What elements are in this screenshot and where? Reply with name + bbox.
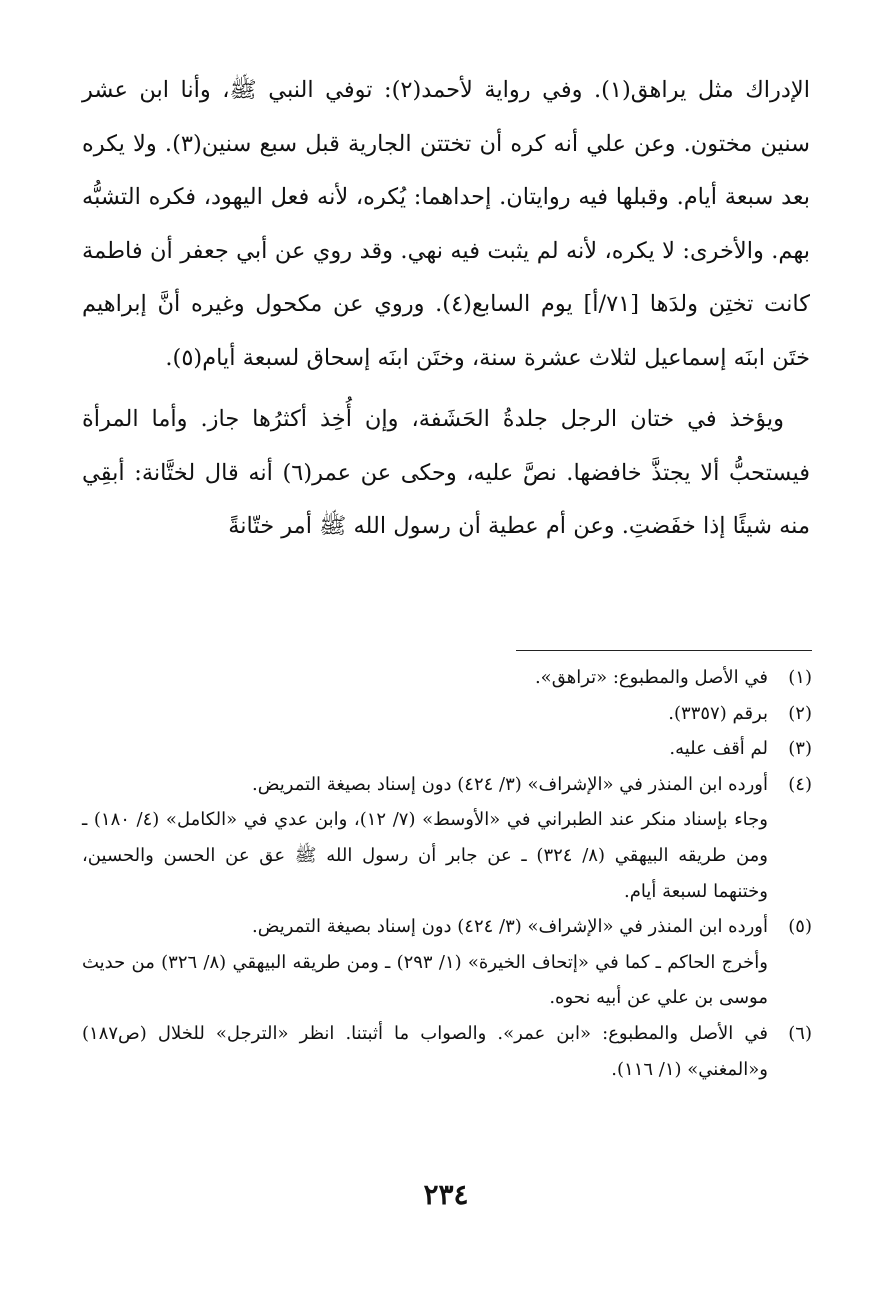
footnote-5: [82, 909, 812, 945]
footnote-number: (٣): [788, 738, 812, 760]
footnote-4: [82, 767, 812, 803]
paragraph-2: ويؤخذ في ختان الرجل جلدةُ الحَشَفة، وإن أُخِذ أكثرُها جاز. وأما المرأة فيستحبُّ ألا يجتذَّ خافضها. نصَّ عليه، وحكى عن عمر(٦) أنه قال لختَّانة: أبقِي منه شيئًا إذا خفَضتِ. وعن أم عطية أن رسول الله ﷺ أمر ختّانةً: [82, 406, 810, 539]
footnote-text: في الأصل والمطبوع: «ابن عمر». والصواب ما أثبتنا. انظر «الترجل» للخلال (ص١٨٧) و«المغني» (١/ ١١٦).: [82, 1022, 768, 1080]
footnote-6: [82, 1016, 812, 1087]
footnote-number: (٤): [788, 773, 812, 795]
footnote-1: [82, 660, 812, 696]
footnote-3: [82, 731, 812, 767]
main-text: [82, 64, 810, 554]
footnote-separator: [516, 650, 812, 651]
footnote-2: [82, 696, 812, 732]
footnote-text: أورده ابن المنذر في «الإشراف» (٣/ ٤٢٤) دون إسناد بصيغة التمريض.: [252, 916, 768, 938]
footnote-4-continuation: وجاء بإسناد منكر عند الطبراني في «الأوسط» (٧/ ١٢)، وابن عدي في «الكامل» (٤/ ١٨٠) ـ ومن طريقه البيهقي (٨/ ٣٢٤) ـ عن جابر أن رسول الله ﷺ عق عن الحسن والحسين، وختنهما لسبعة أيام.: [82, 809, 768, 902]
footnote-number: (٢): [788, 702, 812, 724]
footnote-text: في الأصل والمطبوع: «تراهق».: [534, 667, 768, 688]
footnote-text: أورده ابن المنذر في «الإشراف» (٣/ ٤٢٤) دون إسناد بصيغة التمريض.: [252, 773, 768, 795]
footnote-number: (٦): [788, 1022, 812, 1044]
footnote-text: برقم (٣٣٥٧).: [668, 702, 768, 724]
footnote-number: (٥): [788, 916, 812, 938]
paragraph-1: الإدراك مثل يراهق(١). وفي رواية لأحمد(٢): توفي النبي ﷺ، وأنا ابن عشر سنين مختون. وعن علي أنه كره أن تختتن الجارية قبل سبع سنين(٣). ولا يكره بعد سبعة أيام. وقبلها فيه روايتان. إحداهما: يُكره، لأنه فعل اليهود، فكره التشبُّه بهم. والأخرى: لا يكره، لأنه لم يثبت فيه نهي. وقد روي عن أبي جعفر أن فاطمة كانت تختِن ولدَها [٧١/أ] يوم السابع(٤). وروي عن مكحول وغيره أنَّ إبراهيم ختَن ابنَه إسماعيل لثلاث عشرة سنة، وختَن ابنَه إسحاق لسبعة أيام(٥).: [82, 77, 811, 371]
page-number: ٢٣٤: [423, 1178, 469, 1211]
footnote-5-continuation: وأخرج الحاكم ـ كما في «إتحاف الخيرة» (١/ ٢٩٣) ـ ومن طريقه البيهقي (٨/ ٣٢٦) من حديث موسى بن علي عن أبيه نحوه.: [82, 951, 768, 1009]
footnote-text: لم أقف عليه.: [669, 738, 768, 760]
footnotes: [82, 660, 812, 1087]
footnote-number: (١): [788, 667, 812, 688]
